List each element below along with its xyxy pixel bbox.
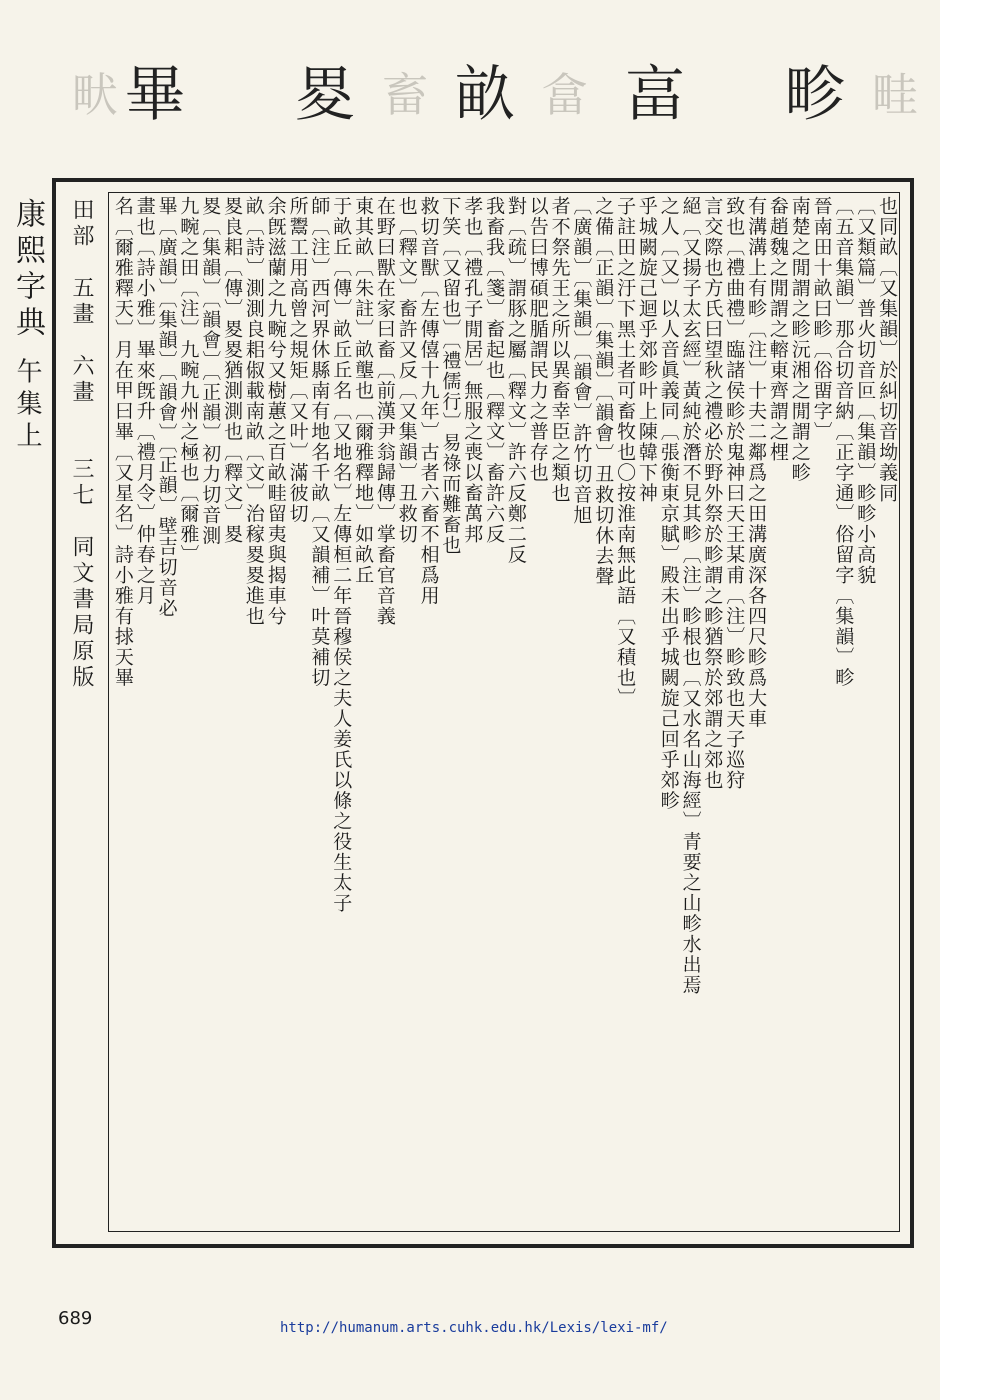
text-column: 畟良耜〔傳〕畟畟猶測測也〔釋文〕畟 bbox=[221, 196, 244, 545]
text-column: 子註田之汙下黑土者可畜牧也〇按淮南無此語〔又積也〕 bbox=[614, 196, 637, 709]
text-column: 畟〔集韻〕〔韻會〕〔正韻〕初力切音測 bbox=[199, 196, 222, 546]
seal-ghost: 畣 bbox=[542, 68, 588, 122]
text-column: 畫也〔詩小雅〕畢來旣升〔禮月令〕仲春之月 bbox=[133, 196, 156, 606]
text-column: 畢〔廣韻〕〔集韻〕〔韻會〕〔正韻〕壁吉切音必 bbox=[155, 196, 178, 619]
source-link[interactable]: http://humanum.arts.cuhk.edu.hk/Lexis/lexi-mf/ bbox=[280, 1320, 668, 1336]
seal-script-header bbox=[60, 40, 940, 150]
text-column: 之備〔正韻〕〔集韻〕〔韻會〕丑救切休去聲 bbox=[592, 196, 615, 587]
text-column: 對〔疏〕謂豚之屬〔釋文〕許六反鄭二反 bbox=[504, 196, 527, 565]
text-column: 以告曰博碩肥腯謂民力之普存也 bbox=[526, 196, 549, 483]
text-column: 〔五音集韻〕那合切音納〔正字通〕俗留字〔集韻〕畛 bbox=[832, 196, 855, 688]
text-column: 東其畝〔朱註〕畝壟也〔爾雅釋地〕如畝丘 bbox=[352, 196, 375, 586]
text-column: 所鬻工用高曾之規矩〔又叶〕滿彼切 bbox=[286, 196, 309, 524]
text-column: 師〔注〕西河界休縣南有地名千畝〔又韻補〕叶莫補切 bbox=[308, 196, 331, 688]
seal-char: 畢 bbox=[125, 60, 185, 130]
text-column: 絕〔又揚子太玄經〕黃純於潛不見其畛〔注〕畛根也〔又水名山海經〕青要之山畛水出焉 bbox=[679, 196, 702, 996]
dictionary-body bbox=[112, 196, 898, 1228]
text-column: 有溝溝上有畛〔注〕十夫二鄰爲之田溝廣深各四尺畛爲大車 bbox=[745, 196, 768, 729]
text-column: 畝〔詩〕測測良耜俶載南畝〔文〕治稼畟畟進也 bbox=[242, 196, 265, 627]
text-column: 之人〔又〕以人音眞義同〔張衡東京賦〕殿未出乎城闕旋己回乎郊畛 bbox=[657, 196, 680, 811]
seal-ghost: 畜 bbox=[382, 68, 428, 122]
text-column: 也同畝〔又集韻〕於糾切音坳義同 bbox=[876, 196, 898, 504]
text-column: 乎城闕旋己迴乎郊畛叶上陳韓下神 bbox=[635, 196, 658, 504]
seal-char: 畟 bbox=[295, 60, 355, 130]
page-edge bbox=[940, 0, 1000, 1400]
text-column: 我畜我〔箋〕畜起也〔釋文〕畜許六反 bbox=[483, 196, 506, 545]
seal-ghost: 畦 bbox=[872, 68, 918, 122]
seal-ghost: 畎 bbox=[72, 68, 118, 122]
text-column: 在野曰獸在家曰畜〔前漢尹翁歸傳〕掌畜官音義 bbox=[373, 196, 396, 627]
text-column: 余旣滋蘭之九畹兮又樹蕙之百畝畦留夷與揭車兮 bbox=[264, 196, 287, 627]
seal-char: 畛 bbox=[785, 60, 845, 130]
radical-label: 田部 五畫 六畫 bbox=[69, 198, 94, 406]
text-column: 救切音獸〔左傳僖十九年〕古者六畜不相爲用 bbox=[417, 196, 440, 606]
text-column: 〔又類篇〕普火切音叵〔集韻〕畛畛小高貌 bbox=[854, 196, 877, 586]
dictionary-title: 康熙字典 bbox=[10, 198, 45, 342]
section-label: 午集上 bbox=[12, 357, 42, 454]
seal-char: 畝 bbox=[455, 60, 515, 130]
page-label: 三七 同文書局原版 bbox=[69, 457, 94, 691]
text-column: 致也〔禮曲禮〕臨諸侯畛於鬼神曰天王某甫〔注〕畛致也天子巡狩 bbox=[723, 196, 746, 791]
text-column: 也〔釋文〕畜許又反〔又集韻〕丑救切 bbox=[395, 196, 418, 545]
text-column: 〔廣韻〕〔集韻〕〔韻會〕許竹切音旭 bbox=[570, 196, 593, 526]
text-column: 孝也〔禮孔子閒居〕無服之喪以畜萬邦 bbox=[461, 196, 484, 545]
text-column: 南楚之閒謂之畛沅湘之閒謂之畛 bbox=[788, 196, 811, 483]
book-title bbox=[8, 198, 46, 1238]
text-column: 名〔爾雅釋天〕月在甲曰畢〔又星名〕詩小雅有捄天畢 bbox=[112, 196, 134, 688]
seal-char: 畗 bbox=[625, 60, 685, 130]
text-column: 者不祭先王之所以異畜幸臣之類也 bbox=[548, 196, 571, 504]
text-column: 下笑〔又留也〕〔禮儒行〕易祿而難畜也 bbox=[439, 196, 462, 556]
text-column: 晉南田十畝曰畛〔俗畱字〕 bbox=[810, 196, 833, 442]
text-column: 畚趙魏之閒謂之䡥東齊謂之梩 bbox=[766, 196, 789, 463]
page-number: 689 bbox=[58, 1308, 93, 1329]
text-column: 言交際也方氏曰望秋之禮必於野外祭於畛謂之畛猶祭於郊謂之郊也 bbox=[701, 196, 724, 791]
text-column: 九畹之田〔注〕九畹九州之極也〔爾雅〕 bbox=[177, 196, 200, 565]
text-column: 于畝丘〔傳〕畝丘丘名〔又地名〕左傳桓二年晉穆侯之夫人姜氏以條之役生太子 bbox=[330, 196, 353, 914]
